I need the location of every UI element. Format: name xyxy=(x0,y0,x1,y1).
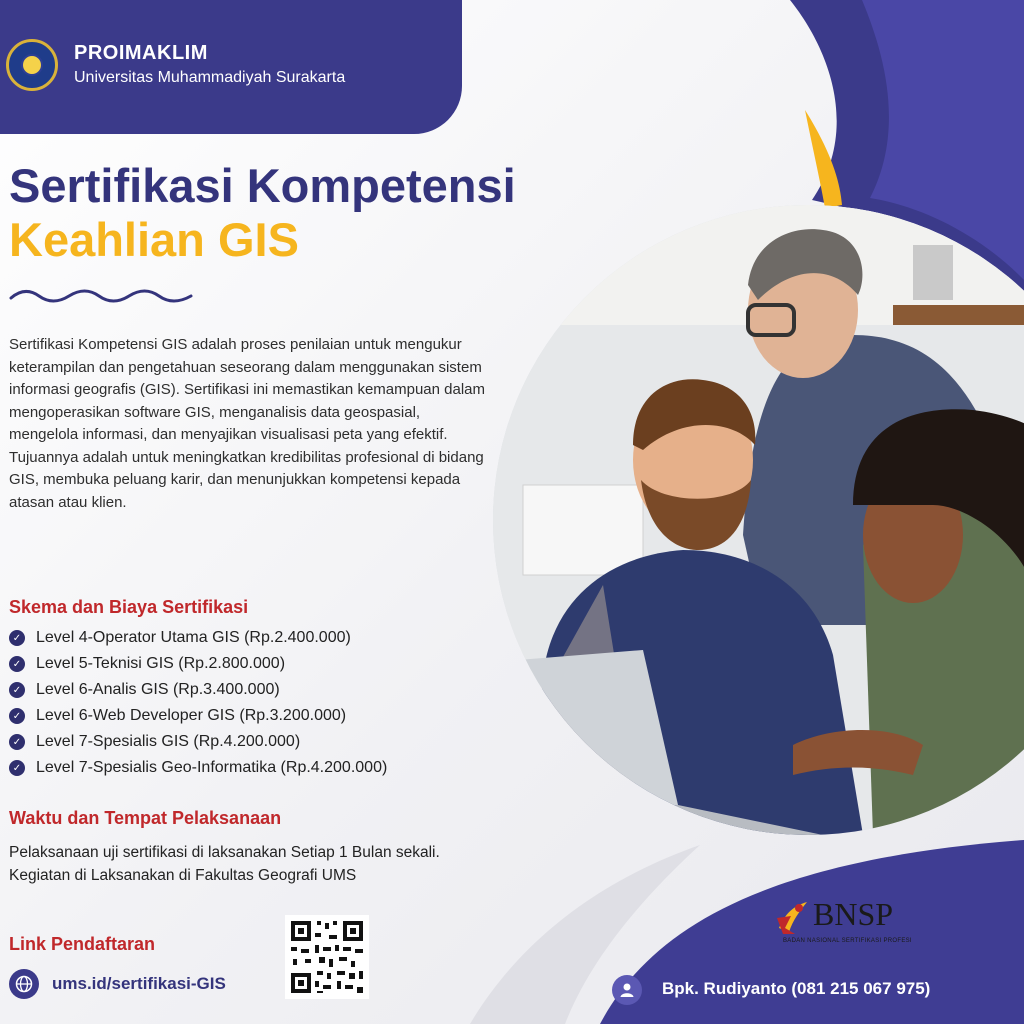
scheme-label: Level 6-Web Developer GIS (Rp.3.200.000) xyxy=(36,707,347,724)
check-icon: ✓ xyxy=(9,682,25,698)
registration-link[interactable]: ums.id/sertifikasi-GIS xyxy=(52,974,226,993)
scheme-label: Level 4-Operator Utama GIS (Rp.2.400.000) xyxy=(36,629,351,646)
list-item xyxy=(9,703,387,729)
bnsp-subtitle: BADAN NASIONAL SERTIFIKASI PROFESI xyxy=(783,938,912,944)
description: Sertifikasi Kompetensi GIS adalah proses penilaian untuk mengukur keterampilan dan pengetahuan seseorang dalam menggunakan sistem informasi geografis (GIS). Sertifikasi ini memastikan kemampuan dalam mengoperasikan software GIS, menganalisis data geospasial, mengelola informasi, dan menyajikan visualisasi peta yang efektif. Tujuannya adalah untuk meningkatkan kredibilitas profesional di bidang GIS, membuka peluang karir, dan menunjukkan kompetensi kepada atasan atau klien. xyxy=(9,336,486,511)
page-title: Sertifikasi Kompetensi xyxy=(9,159,516,212)
list-item xyxy=(9,729,387,755)
list-item xyxy=(9,625,387,651)
globe-icon xyxy=(9,969,39,999)
scheme-label: Level 5-Teknisi GIS (Rp.2.800.000) xyxy=(36,655,286,672)
scheme-label: Level 7-Spesialis GIS (Rp.4.200.000) xyxy=(36,733,301,750)
check-icon: ✓ xyxy=(9,656,25,672)
schedule-text: Pelaksanaan uji sertifikasi di laksanakan Setiap 1 Bulan sekali. Kegiatan di Laksanakan di Fakultas Geografi UMS xyxy=(9,844,440,884)
check-icon: ✓ xyxy=(9,630,25,646)
list-item xyxy=(9,755,387,781)
list-item xyxy=(9,677,387,703)
schemes-heading: Skema dan Biaya Sertifikasi xyxy=(9,597,249,617)
check-icon: ✓ xyxy=(9,708,25,724)
university-logo xyxy=(6,39,58,91)
wave-divider xyxy=(9,284,194,304)
list-item xyxy=(9,651,387,677)
bnsp-name: BNSP xyxy=(813,896,894,932)
header-banner xyxy=(0,0,462,134)
check-icon: ✓ xyxy=(9,734,25,750)
person-icon xyxy=(612,975,642,1005)
scheme-label: Level 6-Analis GIS (Rp.3.400.000) xyxy=(36,681,280,698)
org-name: PROIMAKLIM xyxy=(74,42,208,64)
scheme-label: Level 7-Spesialis Geo-Informatika (Rp.4.200.000) xyxy=(36,759,388,776)
schedule-heading: Waktu dan Tempat Pelaksanaan xyxy=(9,808,282,828)
university-name: Universitas Muhammadiyah Surakarta xyxy=(74,69,346,86)
bnsp-logo xyxy=(775,896,935,954)
schemes-list xyxy=(9,625,387,781)
registration-heading: Link Pendaftaran xyxy=(9,934,156,954)
check-icon: ✓ xyxy=(9,760,25,776)
contact-person: Bpk. Rudiyanto (081 215 067 975) xyxy=(662,979,931,998)
page-subtitle: Keahlian GIS xyxy=(9,213,299,266)
qr-code xyxy=(285,915,369,999)
